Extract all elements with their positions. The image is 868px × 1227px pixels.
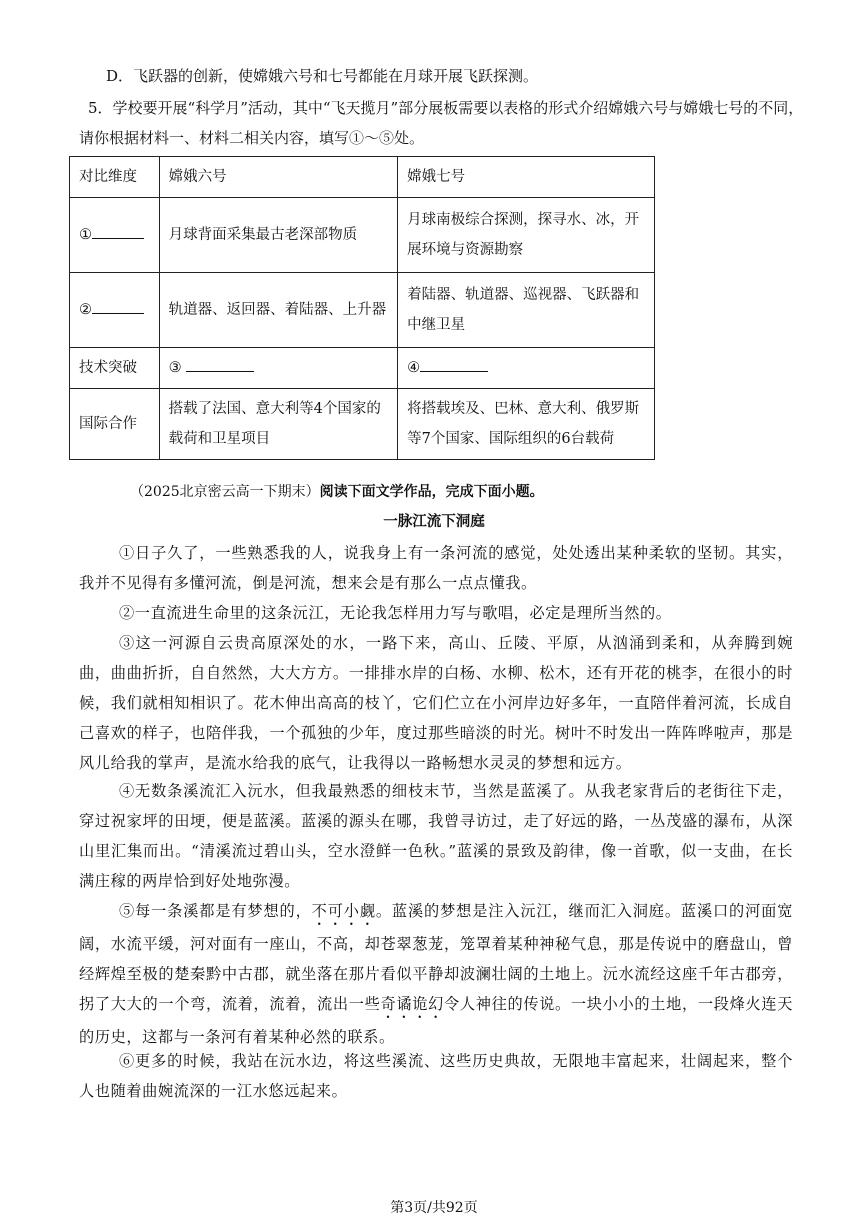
table-cell: 月球背面采集最古老深部物质 xyxy=(159,198,398,273)
table-cell: 月球南极综合探测，探寻水、冰，开展环境与资源勘察 xyxy=(398,198,655,273)
table-row xyxy=(70,348,655,389)
paragraph-5 xyxy=(79,896,793,1052)
blank-marker: ③ xyxy=(168,360,182,376)
fill-blank-line xyxy=(420,353,488,372)
paragraph-1: ①日子久了，一些熟悉我的人，说我身上有一条河流的感觉，处处透出某种柔软的坚韧。其实，我并不见得有多懂河流，倒是河流，想来会是有那么一点点懂我。 xyxy=(79,544,793,592)
blank-marker: ④ xyxy=(407,360,421,376)
source-note: （2025北京密云高一下期末） xyxy=(130,484,320,500)
table-header-cell: 嫦娥七号 xyxy=(398,157,655,198)
fill-blank-line xyxy=(186,353,254,372)
article-title: 一脉江流下洞庭 xyxy=(383,513,485,530)
emphasized-phrase: 奇谲诡幻 xyxy=(380,995,444,1013)
paragraph-5-text: 令人神往的传说。一块小小的土地，一段烽火连天的历史，这都与一条河有着某种必然的联系。 xyxy=(79,995,794,1046)
paragraph-6: ⑥更多的时候，我站在沅水边，将这些溪流、这些历史典故，无限地丰富起来，壮阔起来，整个人也随着曲婉流深的一江水悠远起来。 xyxy=(79,1052,793,1100)
table-cell: 着陆器、轨道器、巡视器、飞跃器和中继卫星 xyxy=(398,273,655,348)
table-row xyxy=(70,273,655,348)
table-cell: 轨道器、返回器、着陆器、上升器 xyxy=(159,273,398,348)
paragraph-5-text: 。蓝溪的梦想是注入沅江，继而汇入洞庭。蓝溪口的河面宽阔，水流平缓，河对面有一座山，不高，却苍翠葱茏，笼罩着某种神秘气息，那是传说中的磨盘山，曾经辉煌至极的楚秦黔中古郡，就坐落在那片看似平静却波澜壮阔的土地上。沅水流经这座千年古郡旁，拐了大大的一个弯，流着，流着，流出一些 xyxy=(79,902,794,1013)
table-header-row xyxy=(70,157,655,198)
question-option-d: D．飞跃器的创新，使嫦娥六号和七号都能在月球开展飞跃探测。 xyxy=(106,67,539,85)
fill-blank-line xyxy=(92,220,144,239)
table-header-cell: 对比维度 xyxy=(70,157,160,198)
question-5-line-1: 5．学校要开展“科学月”活动，其中“飞天揽月”部分展板需要以表格的形式介绍嫦娥六号与嫦娥七号的不同， xyxy=(88,99,804,117)
fill-blank-line xyxy=(92,295,144,314)
paragraph-3: ③这一河源自云贵高原深处的水，一路下来，高山、丘陵、平原，从汹涌到柔和，从奔腾到婉曲，曲曲折折，自自然然，大大方方。一排排水岸的白杨、水柳、松木，还有开花的桃李，在很小的时候，我们就相知相识了。花木伸出高高的枝丫，它们伫立在小河岸边好多年，一直陪伴着河流，长成自己喜欢的样子，也陪伴我，一个孤独的少年，度过那些暗淡的时光。树叶不时发出一阵阵哗啦声，那是风儿给我的掌声，是流水给我的底气，让我得以一路畅想水灵灵的梦想和远方。 xyxy=(79,634,793,772)
table-cell-blank-2 xyxy=(70,273,160,348)
comparison-table xyxy=(69,156,655,460)
table-cell-blank-3 xyxy=(159,348,398,389)
table-cell-blank-1 xyxy=(70,198,160,273)
source-line xyxy=(130,482,544,502)
table-cell-blank-4 xyxy=(398,348,655,389)
table-row xyxy=(70,198,655,273)
paragraph-2: ②一直流进生命里的这条沅江，无论我怎样用力写与歌唱，必定是理所当然的。 xyxy=(119,604,672,622)
blank-marker: ① xyxy=(79,227,92,243)
paragraph-5-text: ⑤每一条溪都是有梦想的， xyxy=(119,902,312,920)
blank-marker: ② xyxy=(79,302,92,318)
table-cell: 将搭载埃及、巴林、意大利、俄罗斯等7个国家、国际组织的6台载荷 xyxy=(398,389,655,460)
paragraph-4: ④无数条溪流汇入沅水，但我最熟悉的细枝末节，当然是蓝溪了。从我老家背后的老街往下走，穿过祝家坪的田埂，便是蓝溪。蓝溪的源头在哪，我曾寻访过，走了好远的路，一丛茂盛的瀑布，从深山里汇集而出。“清溪流过碧山头，空水澄鲜一色秋。”蓝溪的景致及韵律，像一首歌，似一支曲，在长满庄稼的两岸恰到好处地弥漫。 xyxy=(79,782,793,890)
question-5-line-2: 请你根据材料一、材料二相关内容，填写①～⑤处。 xyxy=(79,129,425,147)
table-cell: 技术突破 xyxy=(70,348,160,389)
emphasized-phrase: 不可小觑 xyxy=(311,902,376,920)
table-row xyxy=(70,389,655,460)
table-cell: 国际合作 xyxy=(70,389,160,460)
table-cell: 搭载了法国、意大利等4个国家的载荷和卫星项目 xyxy=(159,389,398,460)
table-header-cell: 嫦娥六号 xyxy=(159,157,398,198)
page-footer: 第3页/共92页 xyxy=(390,1200,478,1216)
source-instruction: 阅读下面文学作品，完成下面小题。 xyxy=(319,484,544,500)
